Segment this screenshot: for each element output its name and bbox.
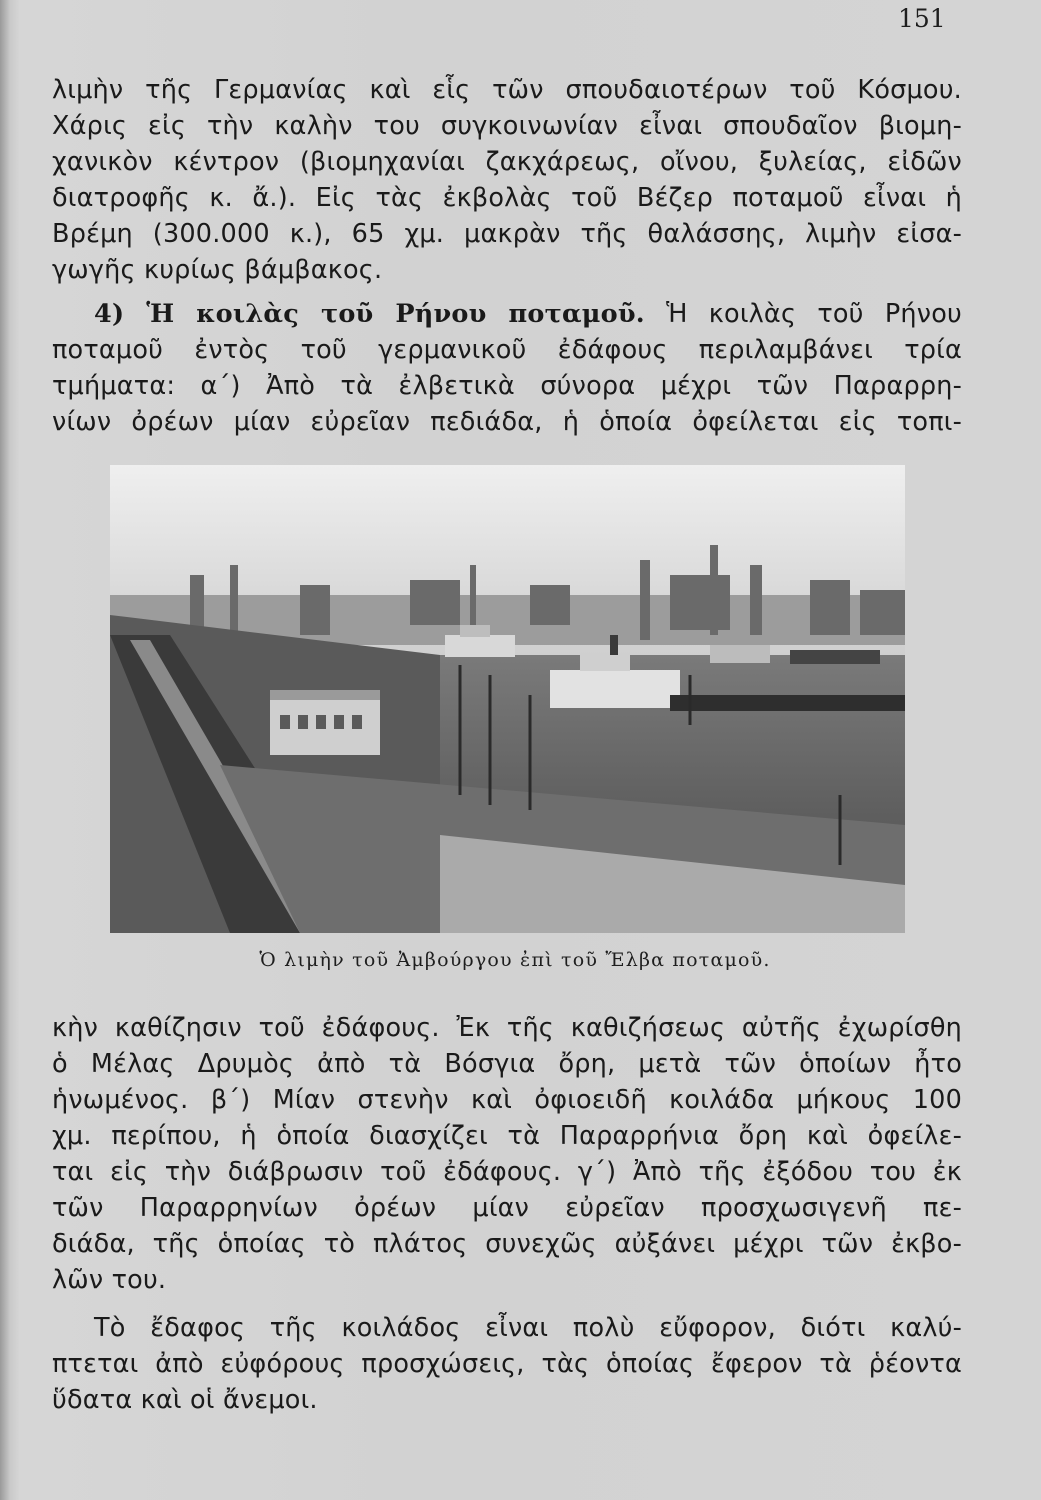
text-line: ὕδατα καὶ οἱ ἄνεμοι.: [52, 1385, 318, 1415]
text-line: τμήματα: α΄) Ἀπὸ τὰ ἐλβετικὰ σύνορα μέχρι τῶν Παραρρη-: [52, 371, 962, 401]
section-rhine-valley: [52, 296, 962, 440]
text-line: ἡνωμένος. β΄) Μίαν στενὴν καὶ ὀφιοειδῆ κοιλάδα μήκους 100: [52, 1085, 962, 1115]
harbor-photograph: [110, 465, 905, 933]
paragraph-final: [52, 1310, 962, 1418]
text-line: λιμὴν τῆς Γερμανίας καὶ εἷς τῶν σπουδαιοτέρων τοῦ Κόσμου.: [52, 75, 962, 105]
text-line: ται εἰς τὴν διάβρωσιν τοῦ ἐδάφους. γ΄) Ἀπὸ τῆς ἐξόδου του ἐκ: [52, 1157, 962, 1187]
text-line: Βρέμη (300.000 κ.), 65 χμ. μακρὰν τῆς θαλάσσης, λιμὴν εἰσα-: [52, 219, 962, 249]
text-line: ποταμοῦ ἐντὸς τοῦ γερμανικοῦ ἐδάφους περιλαμβάνει τρία: [52, 335, 962, 365]
page-number: 151: [898, 4, 946, 33]
text-line: χμ. περίπου, ἡ ὁποία διασχίζει τὰ Παραρρήνια ὄρη καὶ ὀφείλε-: [52, 1121, 962, 1151]
text-line: λῶν του.: [52, 1265, 167, 1295]
text-line: νίων ὀρέων μίαν εὐρεῖαν πεδιάδα, ἡ ὁποία ὀφείλεται εἰς τοπι-: [52, 407, 962, 437]
harbor-photo-illustration: [110, 465, 905, 933]
text-line: πτεται ἀπὸ εὐφόρους προσχώσεις, τὰς ὁποίας ἔφερον τὰ ῥέοντα: [52, 1349, 962, 1379]
text-line: τῶν Παραρρηνίων ὀρέων μίαν εὐρεῖαν προσχωσιγενῆ πε-: [52, 1193, 962, 1223]
text-line: Χάρις εἰς τὴν καλὴν του συγκοινωνίαν εἶναι σπουδαῖον βιομη-: [52, 111, 962, 141]
text-line: διατροφῆς κ. ἄ.). Εἰς τὰς ἐκβολὰς τοῦ Βέζερ ποταμοῦ εἶναι ἡ: [52, 183, 962, 213]
paragraph-top: [52, 72, 962, 288]
text-line: γωγῆς κυρίως βάμβακος.: [52, 255, 383, 285]
text-line: διάδα, τῆς ὁποίας τὸ πλάτος συνεχῶς αὐξάνει μέχρι τῶν ἐκβο-: [52, 1229, 962, 1259]
text-line: κὴν καθίζησιν τοῦ ἐδάφους. Ἐκ τῆς καθιζήσεως αὐτῆς ἐχωρίσθη: [52, 1013, 962, 1043]
text-line: ὁ Μέλας Δρυμὸς ἀπὸ τὰ Βόσγια ὄρη, μετὰ τῶν ὁποίων ἦτο: [52, 1049, 962, 1079]
paragraph-bottom: [52, 1010, 962, 1298]
text-line: [52, 296, 962, 332]
text-line: χανικὸν κέντρον (βιομηχανίαι ζακχάρεως, οἴνου, ξυλείας, εἰδῶν: [52, 147, 962, 177]
section-heading: 4) Ἡ κοιλὰς τοῦ Ρήνου ποταμοῦ.: [94, 299, 645, 329]
text-line: Τὸ ἔδαφος τῆς κοιλάδος εἶναι πολὺ εὔφορον, διότι καλύ-: [94, 1313, 962, 1343]
section-heading-continuation: Ἡ κοιλὰς τοῦ Ρήνου: [666, 299, 962, 329]
figure-caption: Ὁ λιμὴν τοῦ Ἀμβούργου ἐπὶ τοῦ Ἔλβα ποταμοῦ.: [259, 949, 771, 971]
